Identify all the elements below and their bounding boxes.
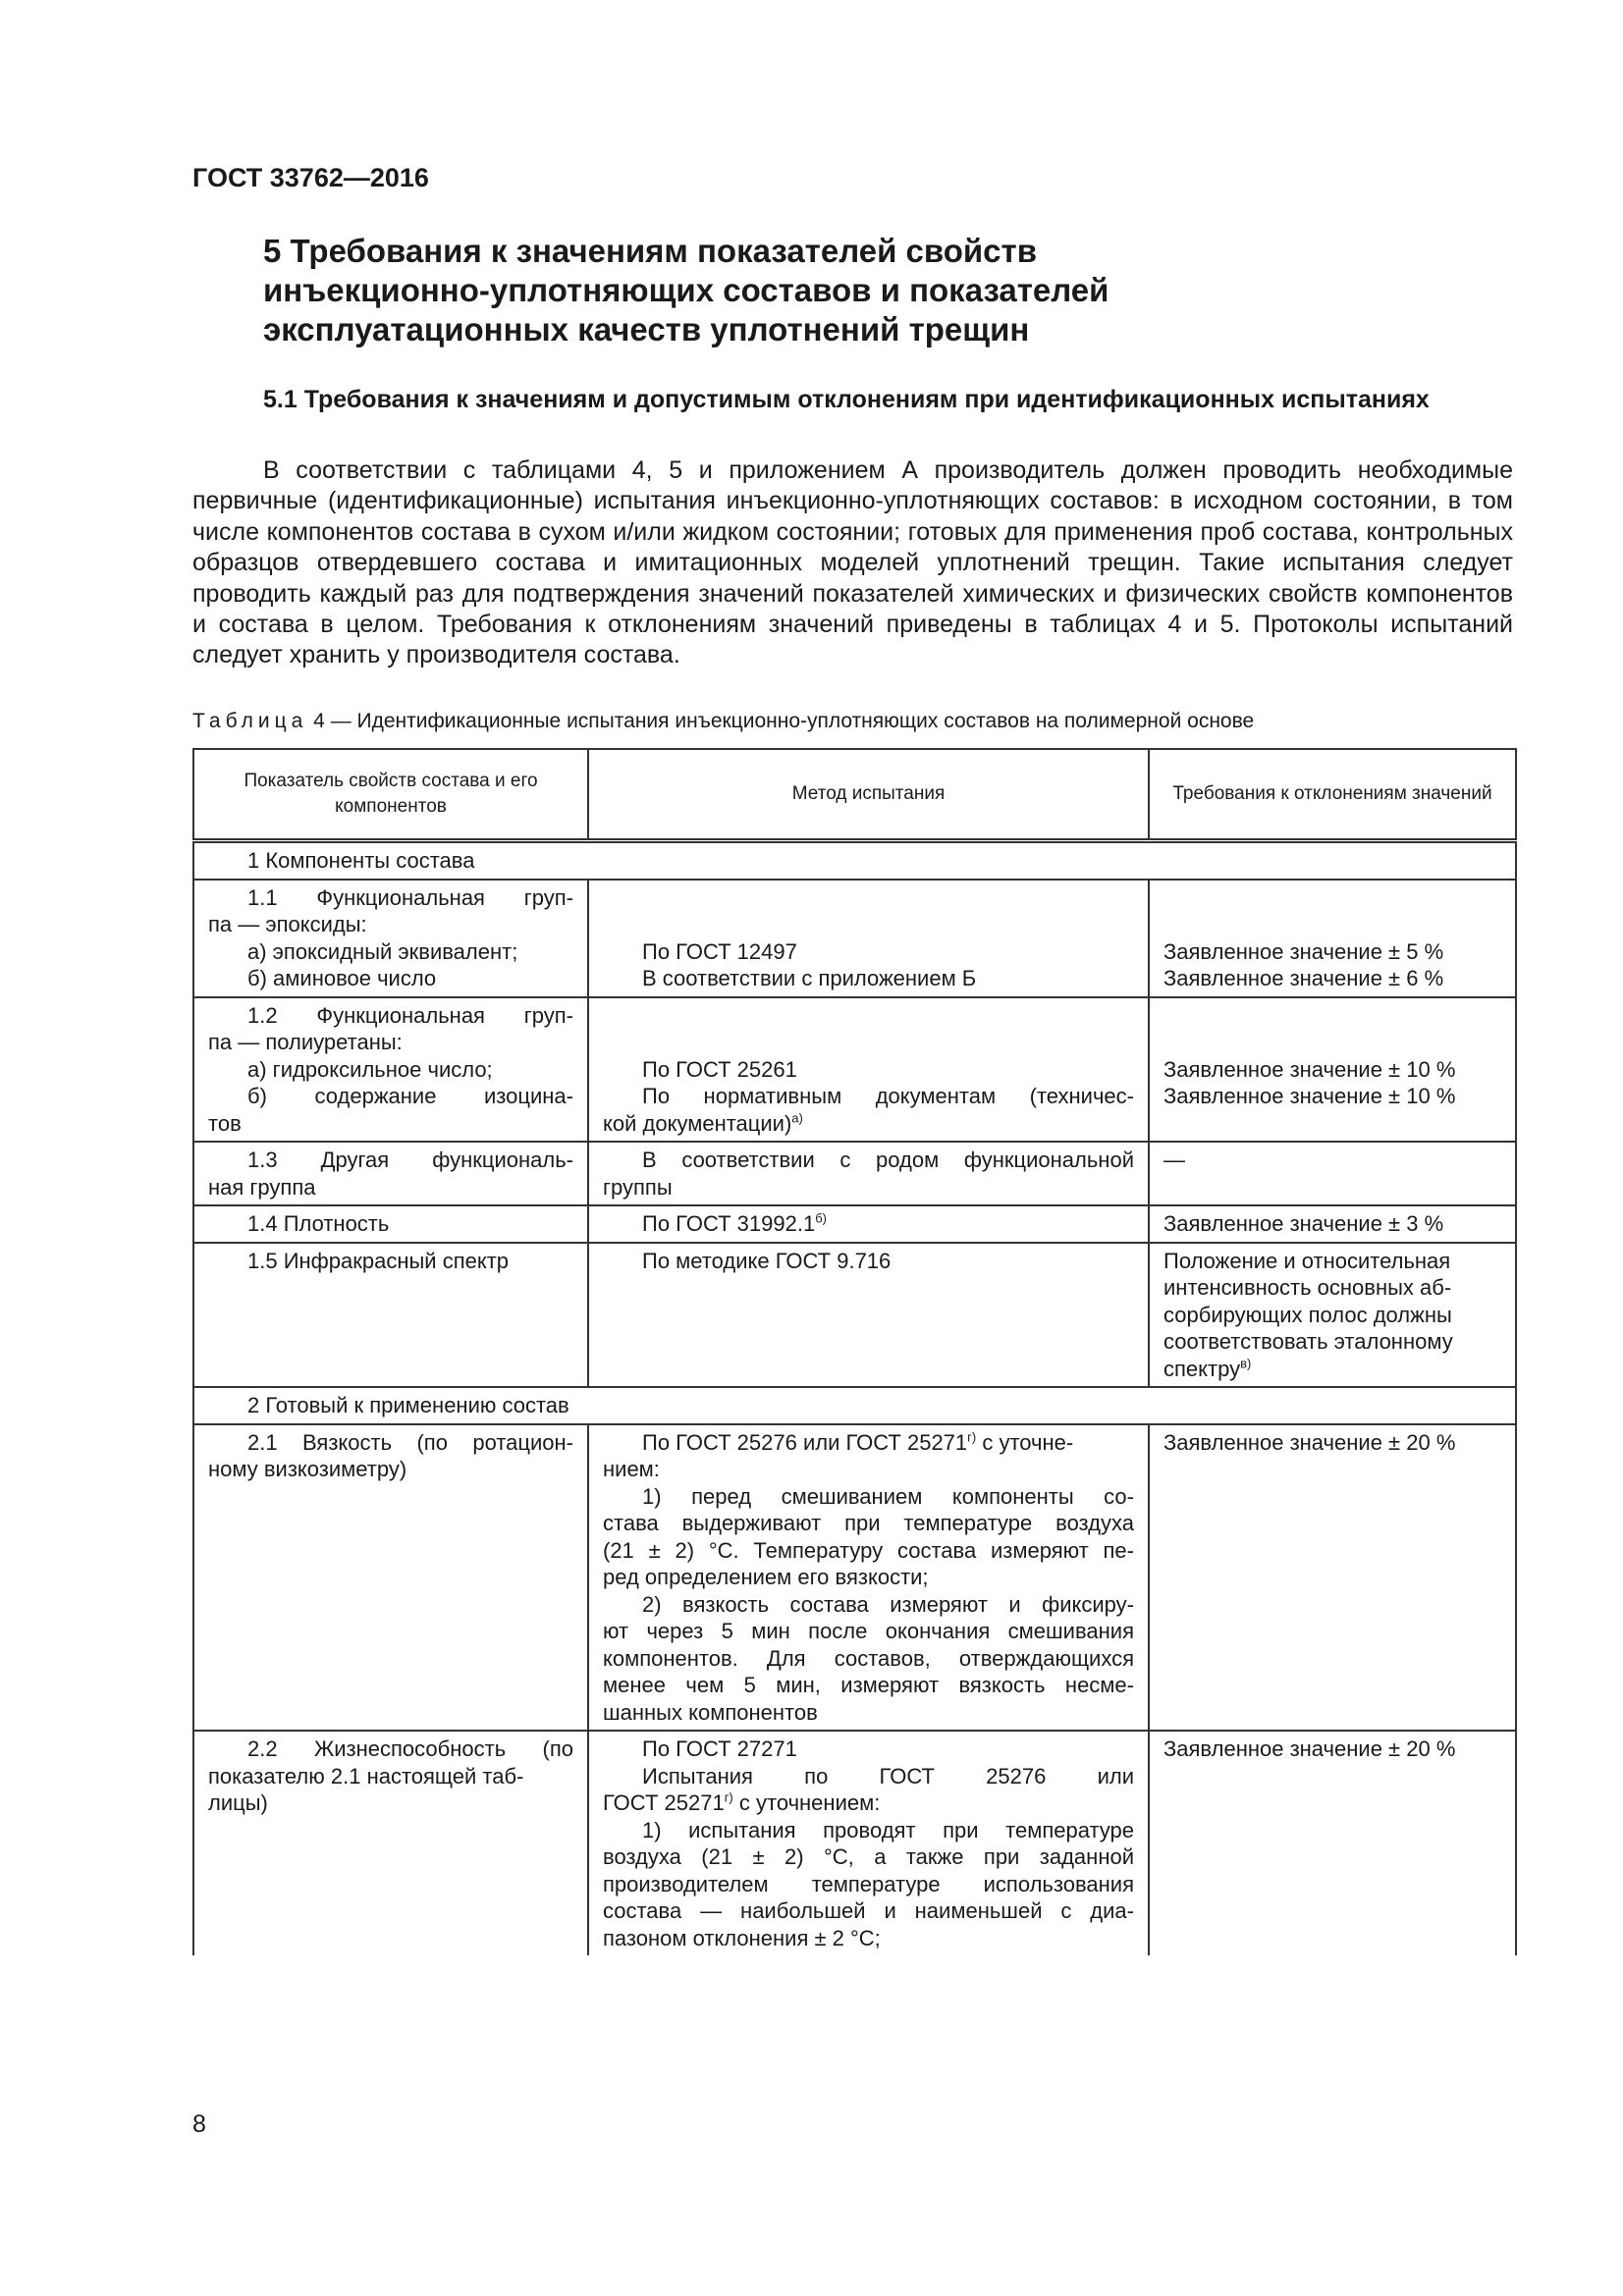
subsection-title: 5.1 Требования к значениям и допустимым отклонениям при идентификационных испытаниях <box>263 386 1430 413</box>
cell-line: производителем температуре использования <box>603 1871 1134 1896</box>
cell-line: группы <box>603 1174 673 1200</box>
table-row <box>193 1205 1516 1243</box>
method-cell <box>588 1243 1149 1388</box>
cell-line: Положение и относительная <box>1163 1248 1451 1273</box>
method-cell <box>588 1731 1149 1955</box>
cell-line: тов <box>208 1110 242 1136</box>
table-group-row <box>193 1387 1516 1424</box>
body-paragraph <box>192 455 1513 671</box>
cell-line: нием: <box>603 1457 660 1481</box>
requirement-cell: — <box>1149 1142 1516 1205</box>
cell-line: интенсивность основных аб- <box>1163 1275 1452 1300</box>
cell-line: состава — наибольшей и наименьшей с диа- <box>603 1898 1134 1923</box>
table-row <box>193 1731 1516 1955</box>
cell-line: б) содержание изоцина- <box>247 1084 573 1108</box>
requirement-cell: Заявленное значение ± 3 % <box>1149 1205 1516 1243</box>
cell-line: ГОСТ 25271 <box>603 1790 725 1815</box>
requirement-cell: Заявленное значение ± 20 % <box>1149 1731 1516 1955</box>
cell-line: с уточнением: <box>732 1790 881 1815</box>
method-cell <box>588 1142 1149 1205</box>
cell-line: па — полиуретаны: <box>208 1030 403 1054</box>
table-header-row <box>193 749 1516 841</box>
cell-line: компонентов. Для составов, отверждающихся <box>603 1645 1134 1671</box>
cell-line: Заявленное значение ± 6 % <box>1163 966 1444 990</box>
cell-line: 2.1 Вязкость (по ротацион- <box>247 1429 573 1455</box>
requirement-cell <box>1149 997 1516 1143</box>
method-cell <box>588 997 1149 1143</box>
method-cell <box>588 1424 1149 1732</box>
cell-line: шанных компонентов <box>603 1699 818 1725</box>
section-title <box>263 232 1441 349</box>
cell-line: 1.3 Другая функциональ- <box>247 1148 573 1172</box>
cell-line: По ГОСТ 25276 или ГОСТ 25271 <box>642 1429 968 1455</box>
cell-line: 2.2 Жизнеспособность (по <box>247 1736 573 1761</box>
cell-line: ному визкозиметру) <box>208 1457 407 1481</box>
table-row <box>193 997 1516 1143</box>
section-title-line: эксплуатационных качеств уплотнений трещин <box>263 311 1030 347</box>
group-ready-mix: 2 Готовый к применению состав <box>193 1387 1516 1424</box>
requirement-cell <box>1149 1243 1516 1388</box>
section-title-line: инъекционно-уплотняющих составов и показателей <box>263 272 1109 308</box>
cell-line: спектру <box>1163 1356 1241 1381</box>
cell-line: лицы) <box>208 1790 268 1815</box>
header-method: Метод испытания <box>588 749 1149 841</box>
method-cell <box>588 1205 1149 1243</box>
cell-line: Заявленное значение ± 10 % <box>1163 1056 1456 1082</box>
cell-line: ная группа <box>208 1174 316 1200</box>
cell-line: По нормативным документам (техничес- <box>642 1084 1134 1108</box>
cell-line: 1.5 Инфракрасный спектр <box>247 1248 510 1273</box>
table-caption <box>192 709 1513 734</box>
header-indicator: Показатель свойств состава и его компонентов <box>193 749 588 841</box>
cell-line: б) аминовое число <box>247 966 437 990</box>
table-row <box>193 1243 1516 1388</box>
cell-line: 1.1 Функциональная груп- <box>247 884 573 910</box>
section-title-line: 5 Требования к значениям показателей свойств <box>263 233 1037 269</box>
cell-line: Заявленное значение ± 5 % <box>1163 938 1444 964</box>
cell-line: показателю 2.1 настоящей таб- <box>208 1763 524 1789</box>
cell-line: 2) вязкость состава измеряют и фиксиру- <box>642 1591 1134 1617</box>
footnote-ref: а) <box>791 1110 803 1126</box>
requirement-cell: Заявленное значение ± 20 % <box>1149 1424 1516 1732</box>
identification-tests-table <box>192 748 1517 1955</box>
cell-line: соответствовать эталонному <box>1163 1329 1453 1354</box>
page-number: 8 <box>192 2110 206 2138</box>
cell-line: а) гидроксильное число; <box>247 1056 493 1082</box>
cell-line: По ГОСТ 27271 <box>642 1736 797 1761</box>
cell-line: ют через 5 мин после окончания смешивания <box>603 1619 1134 1643</box>
cell-line: По ГОСТ 12497 <box>642 938 797 964</box>
cell-line: (21 ± 2) °С. Температуру состава измеряют пе- <box>603 1537 1134 1563</box>
cell-line: па — эпоксиды: <box>208 912 367 936</box>
document-id: ГОСТ 33762—2016 <box>192 163 429 192</box>
cell-line: а) эпоксидный эквивалент; <box>247 938 518 964</box>
cell-line: става выдерживают при температуре воздуха <box>603 1511 1134 1535</box>
indicator-cell <box>193 1243 588 1388</box>
cell-line: 1) испытания проводят при температуре <box>642 1817 1134 1842</box>
cell-line: Заявленное значение ± 10 % <box>1163 1084 1456 1108</box>
table-row <box>193 1142 1516 1205</box>
footnote-ref: б) <box>815 1210 827 1226</box>
cell-line: В соответствии с приложением Б <box>642 966 977 990</box>
table-caption-text: 4 — Идентификационные испытания инъекционно-уплотняющих составов на полимерной основе <box>307 710 1255 732</box>
method-cell <box>588 880 1149 997</box>
header-requirements: Требования к отклонениям значений <box>1149 749 1516 841</box>
cell-line: 1.4 Плотность <box>247 1211 390 1236</box>
indicator-cell <box>193 1205 588 1243</box>
cell-line: кой документации) <box>603 1110 792 1136</box>
cell-line: сорбирующих полос должны <box>1163 1302 1452 1327</box>
indicator-cell <box>193 997 588 1143</box>
footnote-ref: в) <box>1240 1356 1252 1371</box>
group-components: 1 Компоненты состава <box>193 841 1516 880</box>
cell-line: менее чем 5 мин, измеряют вязкость несме- <box>603 1673 1134 1697</box>
cell-line: ред определением его вязкости; <box>603 1565 929 1589</box>
footnote-ref: г) <box>967 1429 977 1445</box>
indicator-cell <box>193 880 588 997</box>
indicator-cell <box>193 1731 588 1955</box>
table-group-row <box>193 841 1516 880</box>
footnote-ref: г) <box>724 1789 733 1805</box>
cell-line: пазоном отклонения ± 2 °С; <box>603 1925 881 1950</box>
table-row <box>193 1424 1516 1732</box>
cell-line: По ГОСТ 25261 <box>642 1056 797 1082</box>
cell-line: с уточне- <box>976 1429 1074 1455</box>
indicator-cell <box>193 1424 588 1732</box>
cell-line: По ГОСТ 31992.1 <box>642 1211 816 1236</box>
cell-line: По методике ГОСТ 9.716 <box>642 1248 892 1273</box>
body-paragraph-text: В соответствии с таблицами 4, 5 и приложением А производитель должен проводить необходимые первичные (идентификационные) испытания инъекционно-уплотняющих составов: в исходном состоянии, в том числе компонентов состава в сухом и/или жидком состоянии; готовых для применения проб состава, контрольных образцов отвердевшего состава и имитационных моделей уплотнений трещин. Такие испытания следует проводить каждый раз для подтверждения значений показателей химических и физических свойств компонентов и состава в целом. Требования к отклонениям значений приведены в таблицах 4 и 5. Протоколы испытаний следует хранить у производителя состава. <box>192 456 1513 669</box>
requirement-cell <box>1149 880 1516 997</box>
cell-line: 1.2 Функциональная груп- <box>247 1002 573 1028</box>
table-caption-label: Таблица <box>192 710 308 732</box>
cell-line: Испытания по ГОСТ 25276 или <box>642 1763 1134 1789</box>
cell-line: воздуха (21 ± 2) °С, а также при заданной <box>603 1844 1134 1869</box>
cell-line: В соответствии с родом функциональной <box>642 1148 1134 1172</box>
cell-line: 1) перед смешиванием компоненты со- <box>642 1483 1134 1509</box>
indicator-cell <box>193 1142 588 1205</box>
table-row <box>193 880 1516 997</box>
